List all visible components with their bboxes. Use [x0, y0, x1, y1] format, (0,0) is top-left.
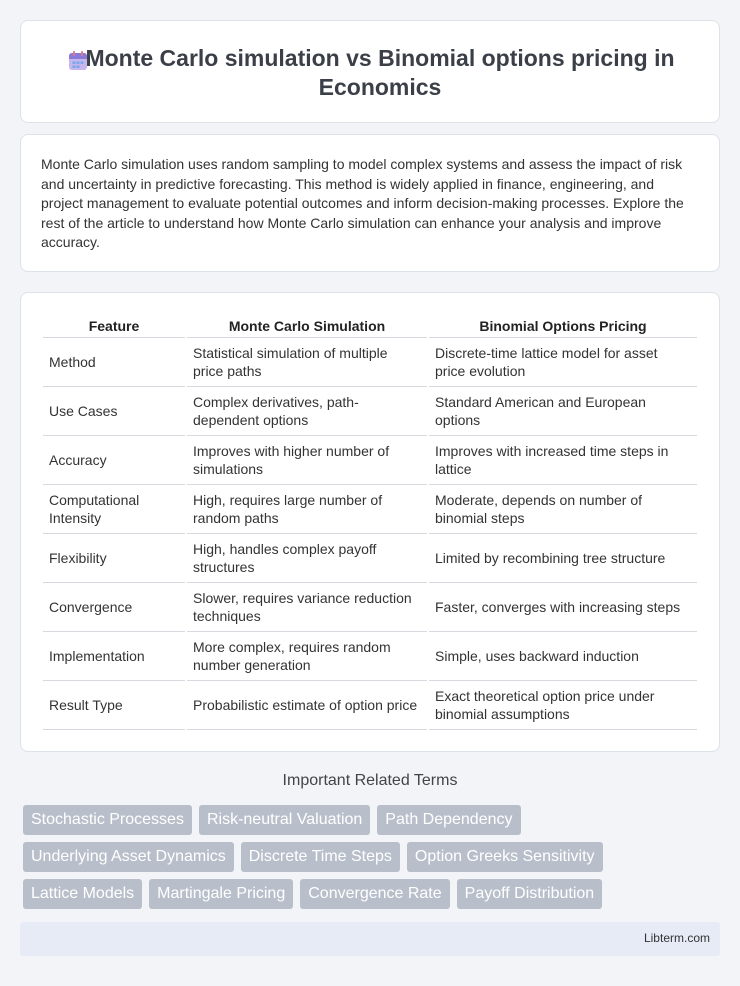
- tag-underlying-asset-dynamics[interactable]: Underlying Asset Dynamics: [23, 842, 234, 872]
- tag-option-greeks-sensitivity[interactable]: Option Greeks Sensitivity: [407, 842, 603, 872]
- row-monte-carlo: Statistical simulation of multiple price paths: [187, 338, 427, 387]
- tag-risk-neutral-valuation[interactable]: Risk-neutral Valuation: [199, 805, 370, 835]
- tag-row: [23, 879, 723, 909]
- footer-brand[interactable]: Libterm.com: [643, 931, 710, 945]
- page-title: Monte Carlo simulation vs Binomial options pricing in Economics: [85, 45, 675, 100]
- header-card: [20, 20, 720, 123]
- row-binomial: Limited by recombining tree structure: [429, 534, 697, 583]
- table-row: [43, 534, 697, 583]
- row-feature: Convergence: [43, 583, 185, 632]
- comparison-table: [41, 317, 699, 730]
- table-row: [43, 583, 697, 632]
- tag-row: [23, 842, 723, 872]
- related-terms-title: Important Related Terms: [282, 772, 458, 789]
- tag-lattice-models[interactable]: Lattice Models: [23, 879, 142, 909]
- row-binomial: Discrete-time lattice model for asset price evolution: [429, 338, 697, 387]
- row-binomial: Standard American and European options: [429, 387, 697, 436]
- row-monte-carlo: Improves with higher number of simulations: [187, 436, 427, 485]
- table-row: [43, 436, 697, 485]
- intro-text: Monte Carlo simulation uses random sampling to model complex systems and assess the impact of risk and uncertainty in predictive forecasting. This method is widely applied in finance, engineering, and project management to evaluate potential outcomes and inform decision-making processes. Explore the rest of the article to understand how Monte Carlo simulation can enhance your analysis and improve accuracy.: [41, 156, 684, 250]
- table-row: [43, 338, 697, 387]
- row-feature: Computational Intensity: [43, 485, 185, 534]
- row-feature: Flexibility: [43, 534, 185, 583]
- row-feature: Use Cases: [43, 387, 185, 436]
- row-feature: Result Type: [43, 681, 185, 730]
- tag-convergence-rate[interactable]: Convergence Rate: [300, 879, 449, 909]
- tag-path-dependency[interactable]: Path Dependency: [377, 805, 520, 835]
- row-monte-carlo: Complex derivatives, path-dependent options: [187, 387, 427, 436]
- row-binomial: Moderate, depends on number of binomial steps: [429, 485, 697, 534]
- row-binomial: Simple, uses backward induction: [429, 632, 697, 681]
- row-binomial: Improves with increased time steps in lattice: [429, 436, 697, 485]
- table-row: [43, 485, 697, 534]
- tag-discrete-time-steps[interactable]: Discrete Time Steps: [241, 842, 400, 872]
- row-feature: Accuracy: [43, 436, 185, 485]
- table-row: [43, 681, 697, 730]
- footer: [20, 922, 720, 956]
- table-row: [43, 632, 697, 681]
- tag-stochastic-processes[interactable]: Stochastic Processes: [23, 805, 192, 835]
- row-feature: Method: [43, 338, 185, 387]
- header-binomial: Binomial Options Pricing: [429, 317, 697, 338]
- header-monte-carlo: Monte Carlo Simulation: [187, 317, 427, 338]
- table-row: [43, 387, 697, 436]
- tag-martingale-pricing[interactable]: Martingale Pricing: [149, 879, 293, 909]
- row-monte-carlo: Slower, requires variance reduction techniques: [187, 583, 427, 632]
- row-feature: Implementation: [43, 632, 185, 681]
- intro-card: [20, 134, 720, 272]
- table-header-row: [43, 317, 697, 338]
- row-binomial: Exact theoretical option price under binomial assumptions: [429, 681, 697, 730]
- header-feature: Feature: [43, 317, 185, 338]
- comparison-card: [20, 292, 720, 752]
- row-monte-carlo: More complex, requires random number generation: [187, 632, 427, 681]
- row-monte-carlo: High, handles complex payoff structures: [187, 534, 427, 583]
- tag-row: [23, 805, 723, 835]
- tag-payoff-distribution[interactable]: Payoff Distribution: [457, 879, 603, 909]
- row-monte-carlo: High, requires large number of random paths: [187, 485, 427, 534]
- related-terms-tags: [23, 805, 723, 916]
- row-binomial: Faster, converges with increasing steps: [429, 583, 697, 632]
- row-monte-carlo: Probabilistic estimate of option price: [187, 681, 427, 730]
